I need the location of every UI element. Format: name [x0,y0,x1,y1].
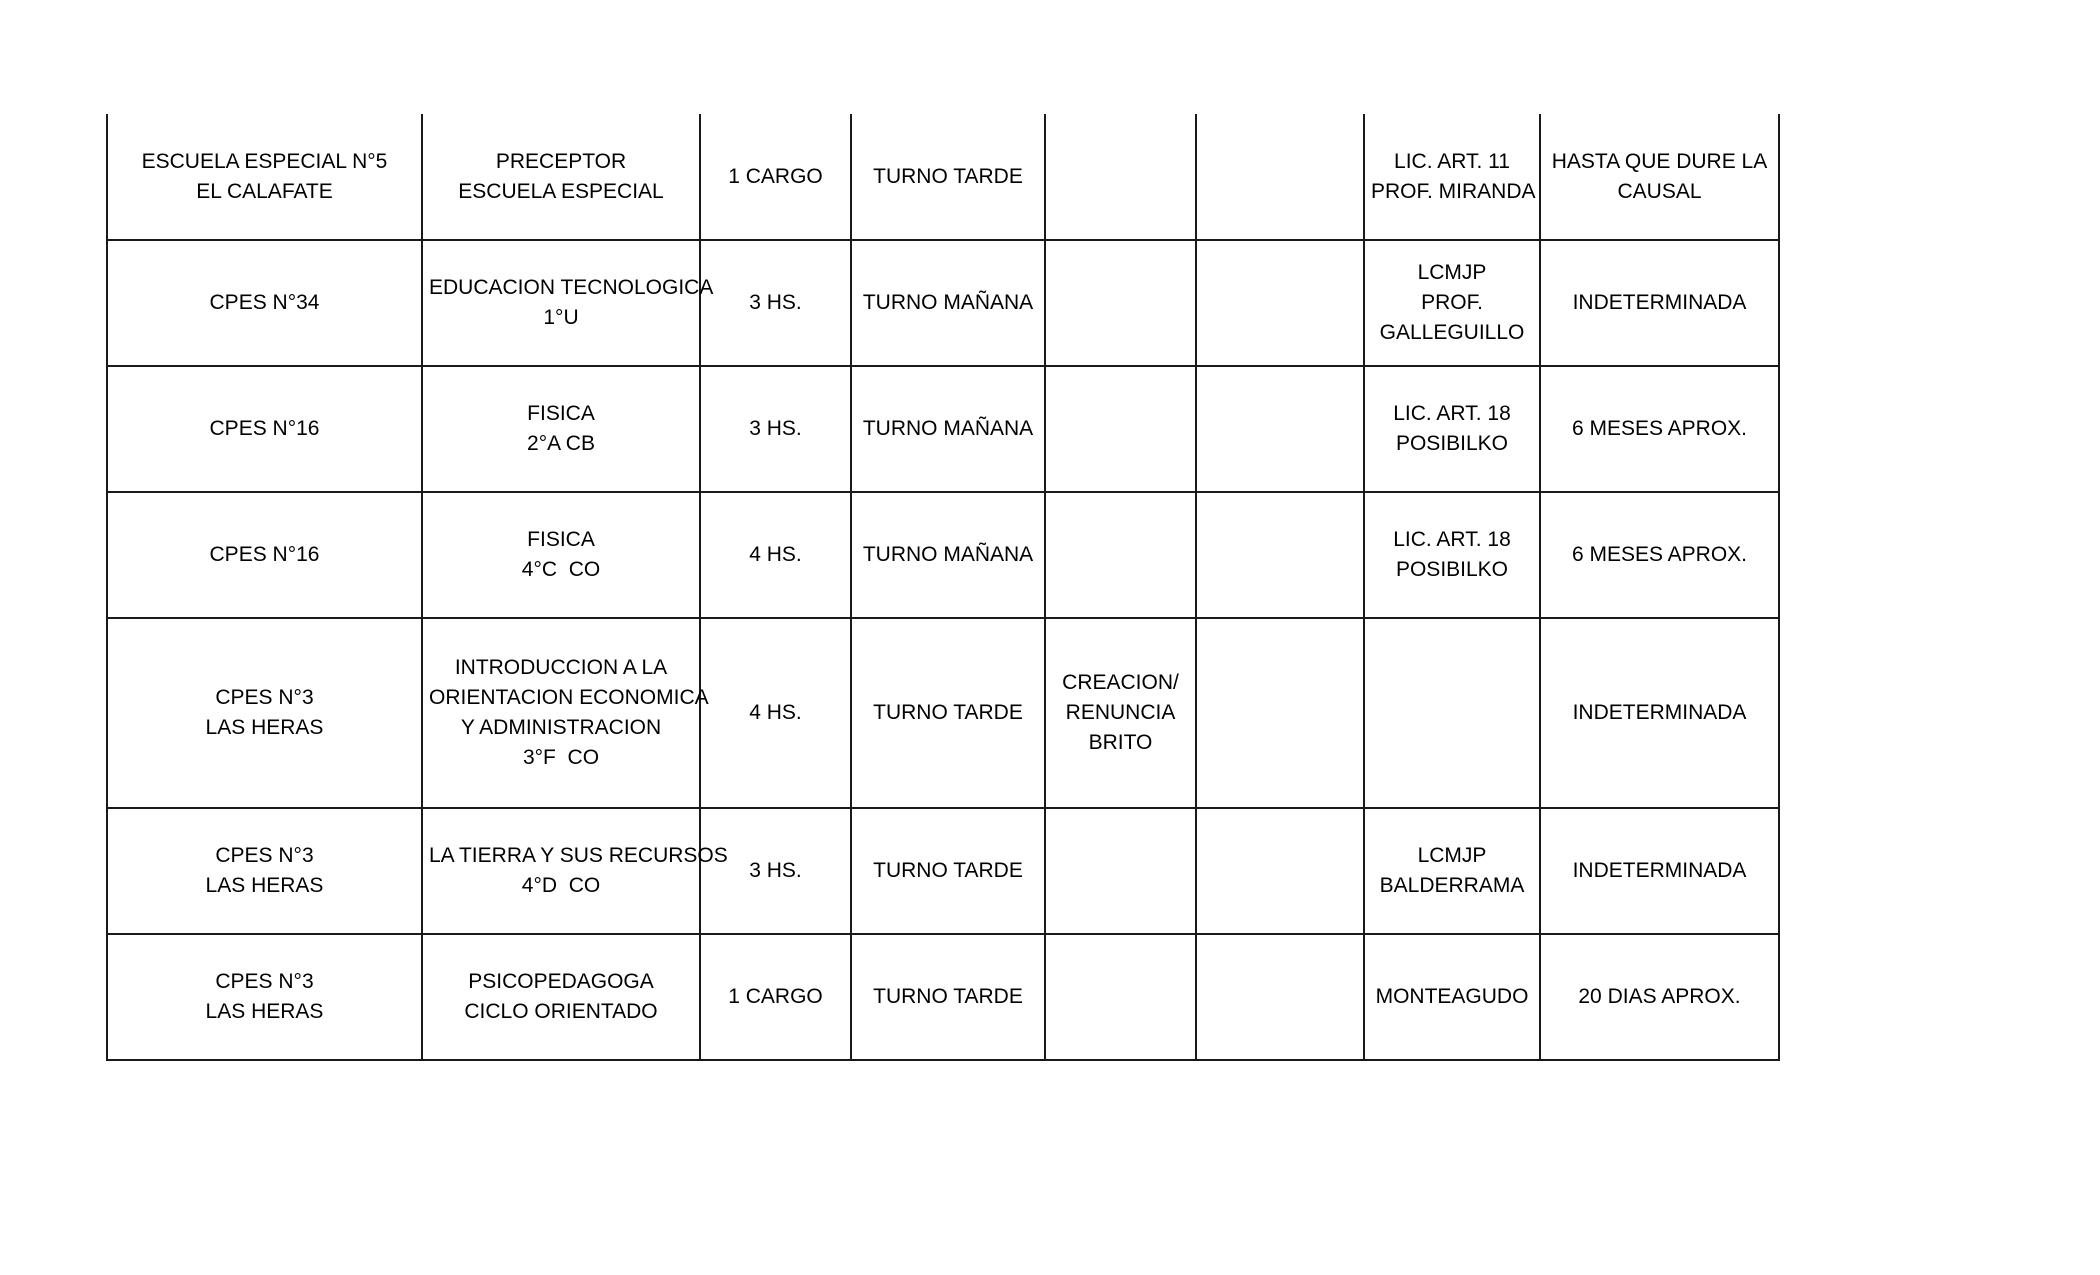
school-cell: CPES N°16 [107,492,422,618]
duration-cell: INDETERMINADA [1540,240,1779,366]
empty-cell [1196,366,1364,492]
table-row [107,366,1779,492]
duration-cell: HASTA QUE DURE LA CAUSAL [1540,114,1779,240]
duration-cell: INDETERMINADA [1540,808,1779,934]
table-row [107,492,1779,618]
empty-cell [1196,114,1364,240]
empty-cell [1196,240,1364,366]
empty-cell [1196,808,1364,934]
reason-cell: MONTEAGUDO [1364,934,1540,1060]
hours-cell: 4 HS. [700,492,851,618]
reason-cell: LIC. ART. 11 PROF. MIRANDA [1364,114,1540,240]
reason-cell [1364,618,1540,808]
hours-cell: 4 HS. [700,618,851,808]
observation-cell [1045,808,1196,934]
observation-cell [1045,366,1196,492]
shift-cell: TURNO TARDE [851,618,1045,808]
school-cell: CPES N°3 LAS HERAS [107,808,422,934]
school-cell: CPES N°3 LAS HERAS [107,618,422,808]
shift-cell: TURNO MAÑANA [851,492,1045,618]
empty-cell [1196,618,1364,808]
shift-cell: TURNO TARDE [851,934,1045,1060]
subject-cell: FISICA 2°A CB [422,366,700,492]
school-cell: ESCUELA ESPECIAL N°5 EL CALAFATE [107,114,422,240]
hours-cell: 1 CARGO [700,114,851,240]
duration-cell: 6 MESES APROX. [1540,366,1779,492]
reason-cell: LCMJP PROF. GALLEGUILLO [1364,240,1540,366]
subject-cell: LA TIERRA Y SUS RECURSOS 4°D CO [422,808,700,934]
reason-cell: LCMJP BALDERRAMA [1364,808,1540,934]
table-row [107,934,1779,1060]
empty-cell [1196,934,1364,1060]
hours-cell: 3 HS. [700,808,851,934]
reason-cell: LIC. ART. 18 POSIBILKO [1364,492,1540,618]
table-row [107,618,1779,808]
subject-cell: PSICOPEDAGOGA CICLO ORIENTADO [422,934,700,1060]
observation-cell [1045,934,1196,1060]
empty-cell [1196,492,1364,618]
table-row [107,114,1779,240]
table-row [107,808,1779,934]
duration-cell: 20 DIAS APROX. [1540,934,1779,1060]
subject-cell: PRECEPTOR ESCUELA ESPECIAL [422,114,700,240]
subject-cell: FISICA 4°C CO [422,492,700,618]
reason-cell: LIC. ART. 18 POSIBILKO [1364,366,1540,492]
observation-cell: CREACION/ RENUNCIA BRITO [1045,618,1196,808]
school-cell: CPES N°16 [107,366,422,492]
observation-cell [1045,240,1196,366]
shift-cell: TURNO TARDE [851,114,1045,240]
hours-cell: 3 HS. [700,240,851,366]
observation-cell [1045,492,1196,618]
subject-cell: EDUCACION TECNOLOGICA 1°U [422,240,700,366]
vacancies-table [106,114,1780,1061]
school-cell: CPES N°34 [107,240,422,366]
duration-cell: INDETERMINADA [1540,618,1779,808]
observation-cell [1045,114,1196,240]
duration-cell: 6 MESES APROX. [1540,492,1779,618]
shift-cell: TURNO MAÑANA [851,240,1045,366]
subject-cell: INTRODUCCION A LA ORIENTACION ECONOMICA Y ADMINISTRACION 3°F CO [422,618,700,808]
hours-cell: 3 HS. [700,366,851,492]
table-row [107,240,1779,366]
school-cell: CPES N°3 LAS HERAS [107,934,422,1060]
shift-cell: TURNO MAÑANA [851,366,1045,492]
shift-cell: TURNO TARDE [851,808,1045,934]
hours-cell: 1 CARGO [700,934,851,1060]
